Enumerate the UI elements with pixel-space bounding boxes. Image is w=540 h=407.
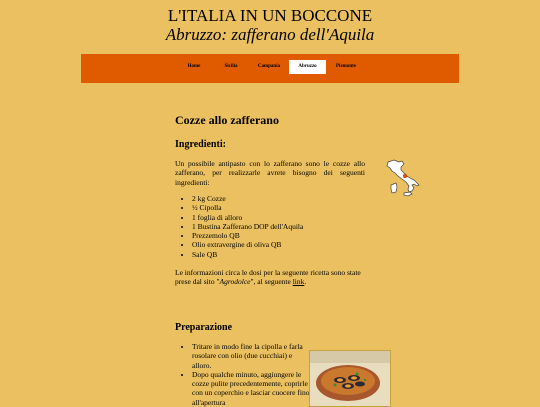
list-item: • Dopo qualche minuto, aggiungere le cozze pulite precedentemente, coprirle con un coperchio e lasciar cuocere fino all'apertura [192,370,312,407]
nav-item-home[interactable]: Home [187,64,201,69]
source-note-text: . [304,277,307,287]
source-site-name: Agrodolce [219,277,251,287]
preparation-steps [175,342,312,407]
page-subtitle: Abruzzo: zafferano dell'Aquila [165,25,375,44]
preparation-heading: Preparazione [175,322,233,333]
list-item: • 1 foglia di alloro [192,213,372,222]
ingredients-heading: Ingredienti: [175,139,226,150]
recipe-intro: Un possibile antipasto con lo zafferano sono le cozze allo zafferano, per realizzarle avrete bisogno dei seguenti ingredienti: [175,159,365,187]
italy-map-icon [384,158,422,198]
nav-item-campania[interactable]: Campania [257,64,281,69]
source-link[interactable]: link [292,277,305,287]
site-header [0,6,540,44]
mussels-dish-photo [309,350,391,407]
nav-bar [81,54,459,83]
recipe-title: Cozze allo zafferano [175,113,279,127]
site-title: L'ITALIA IN UN BOCCONE [167,6,373,25]
list-item: • Sale QB [192,250,372,259]
list-item: • Olio extravergine di oliva QB [192,240,372,249]
list-item: • Tritare in modo fine la cipolla e farla rosolare con olio (due cucchiai) e alloro. [192,342,312,370]
nav-item-sicilia[interactable]: Sicilia [224,64,238,69]
nav-item-abruzzo[interactable]: Abruzzo [289,60,326,74]
list-item: • 1 Bustina Zafferano DOP dell'Aquila [192,222,372,231]
list-item: • Prezzemolo QB [192,231,372,240]
nav-item-piemonte[interactable]: Piemonte [336,64,356,69]
source-note [175,268,365,287]
source-note-text: Le informazioni circa le dosi per la seguente ricetta sono state prese dal sito " [175,268,361,287]
source-note-text: ", al seguente [250,277,293,287]
ingredients-list [175,194,372,259]
list-item: • 2 kg Cozze [192,194,372,203]
list-item: • ½ Cipolla [192,203,372,212]
